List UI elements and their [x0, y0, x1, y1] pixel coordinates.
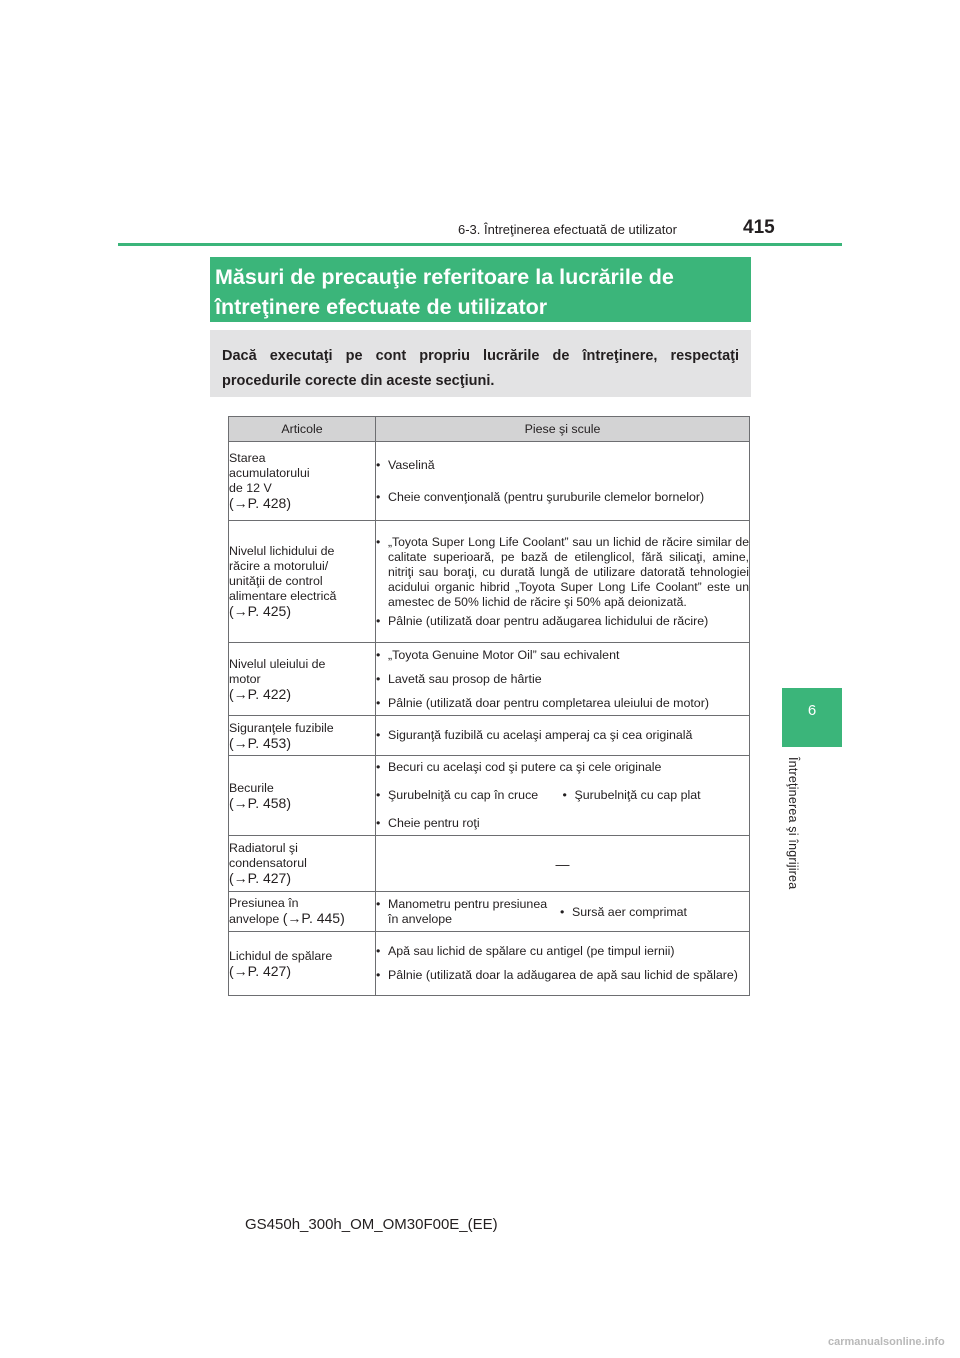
list-item: • Şurubelniţă cu cap în cruce: [376, 788, 539, 802]
table-row: [229, 932, 750, 996]
label-line: unităţii de control: [229, 574, 323, 588]
label-line: motor: [229, 671, 261, 686]
label-line: condensatorul: [229, 856, 307, 870]
intro-line-1: Dacă executaţi pe cont propriu lucrările de întreţinere, respectaţi: [222, 348, 739, 364]
row-label: [229, 442, 376, 521]
list-item: • Lavetă sau prosop de hârtie: [376, 671, 542, 686]
title-line-2: întreţinere efectuate de utilizator: [215, 295, 548, 319]
row-label: [229, 756, 376, 836]
table-header-row: [229, 417, 750, 442]
row-parts: [376, 643, 750, 716]
row-parts: [376, 521, 750, 643]
list-item: • Pâlnie (utilizată doar pentru completarea uleiului de motor): [376, 695, 709, 710]
table-row: [229, 756, 750, 836]
label-line: Starea: [229, 451, 266, 465]
label-line: Nivelul lichidului de: [229, 544, 335, 558]
list-item: • Pâlnie (utilizată doar la adăugarea de apă sau lichid de spălare): [376, 968, 738, 982]
section-header: 6-3. Întreţinerea efectuată de utilizator: [458, 222, 677, 237]
label-line: alimentare electrică: [229, 589, 337, 603]
page-reference: (→P. 445): [282, 910, 345, 926]
page-reference: (→P. 422): [229, 685, 291, 702]
label-line: de 12 V: [229, 481, 272, 495]
watermark: carmanualsonline.info: [828, 1336, 945, 1348]
list-item: • „Toyota Super Long Life Coolant” sau un lichid de răcire similar de calitate superioară, pe bază de etilenglicol, fără silicaţi, amine, nitriţi sau boraţi, cu durată lungă de utilizare datorată tehnologiei acidului organic hibrid „Toyota Super Long Life Coolant” este un amestec de 50% lichid de răcire şi 50% apă deionizată.: [376, 534, 749, 609]
title-box: [210, 257, 751, 322]
intro-box: [210, 330, 751, 397]
label-line: Becurile: [229, 780, 274, 795]
label-line: anvelope (→P. 445): [229, 910, 345, 926]
empty-dash: —: [376, 836, 750, 892]
list-item: • Şurubelniţă cu cap plat: [562, 788, 701, 802]
row-parts: [376, 932, 750, 996]
table-row: [229, 836, 750, 892]
row-parts: [376, 716, 750, 756]
table-row: [229, 521, 750, 643]
chapter-number: 6: [807, 702, 817, 719]
label-line: Radiatorul şi: [229, 841, 298, 855]
label-line: acumulatorului: [229, 466, 310, 480]
row-label: [229, 716, 376, 756]
label-line: Presiunea în: [229, 896, 299, 910]
footer-doc-code: GS450h_300h_OM_OM30F00E_(EE): [245, 1216, 498, 1233]
list-item: • Cheie pentru roţi: [376, 816, 480, 830]
page-reference: (→P. 427): [229, 870, 291, 886]
row-label: [229, 932, 376, 996]
list-item: • „Toyota Genuine Motor Oil” sau echivalent: [376, 647, 620, 662]
table-row: [229, 442, 750, 521]
page-reference: (→P. 425): [229, 603, 291, 619]
row-parts: [376, 442, 750, 521]
list-item: • Becuri cu acelaşi cod şi putere ca şi cele originale: [376, 760, 662, 774]
row-parts: [376, 892, 750, 932]
header-rule: [118, 243, 842, 246]
label-line: răcire a motorului/: [229, 559, 329, 573]
intro-line-2: procedurile corecte din aceste secţiuni.: [222, 373, 495, 389]
label-line: Nivelul uleiului de: [229, 656, 326, 671]
list-item: • Sursă aer comprimat: [560, 904, 687, 919]
table-row: [229, 892, 750, 932]
list-item: • Pâlnie (utilizată doar pentru adăugarea lichidului de răcire): [376, 613, 709, 628]
parts-table: [228, 416, 750, 996]
page-reference: (→P. 427): [229, 962, 291, 979]
table-row: [229, 643, 750, 716]
list-item: • Cheie convenţională (pentru şuruburile clemelor bornelor): [376, 489, 705, 504]
row-label: [229, 521, 376, 643]
label-line: Siguranţele fuzibile: [229, 720, 334, 735]
list-item: • Siguranţă fuzibilă cu acelaşi amperaj ca şi cea originală: [376, 728, 693, 742]
chapter-tab: [782, 688, 842, 747]
page-reference: (→P. 428): [229, 495, 291, 511]
row-parts: [376, 756, 750, 836]
table-row: [229, 716, 750, 756]
row-label: [229, 836, 376, 892]
list-item: • Vaselină: [376, 457, 435, 472]
title-line-1: Măsuri de precauţie referitoare la lucrările de: [215, 265, 674, 289]
list-item: • Manometru pentru presiunea în anvelope: [376, 896, 548, 926]
chapter-label: Întreţinerea şi îngrijirea: [786, 757, 800, 890]
row-label: [229, 892, 376, 932]
page-number: 415: [743, 217, 775, 238]
row-label: [229, 643, 376, 716]
list-item: • Apă sau lichid de spălare cu antigel (pe timpul iernii): [376, 944, 675, 958]
header-articole: Articole: [229, 417, 376, 442]
page-reference: (→P. 458): [229, 794, 291, 811]
header-piese-scule: Piese şi scule: [376, 417, 750, 442]
page-reference: (→P. 453): [229, 734, 291, 751]
label-line: Lichidul de spălare: [229, 948, 333, 963]
